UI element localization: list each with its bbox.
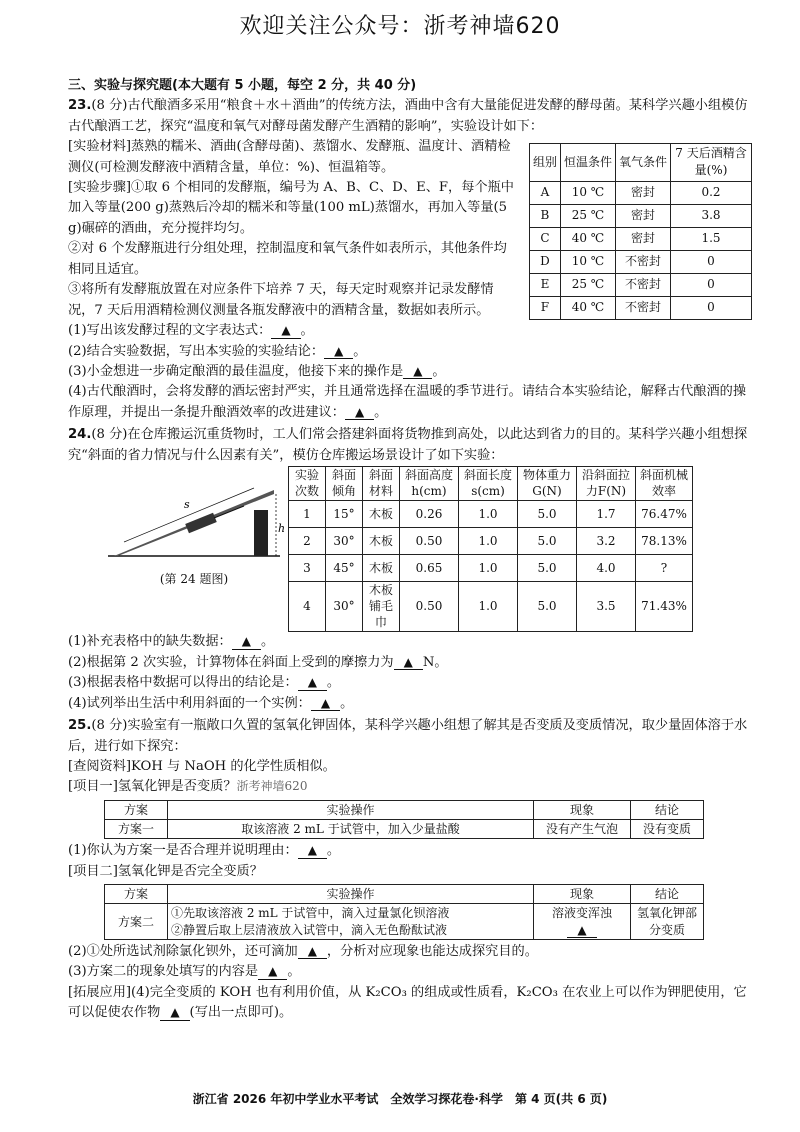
table-header: 斜面机械效率 bbox=[636, 467, 693, 501]
table-row bbox=[529, 181, 751, 204]
table-cell: 3.5 bbox=[577, 582, 636, 632]
table-row bbox=[289, 501, 693, 528]
table-header: 斜面倾角 bbox=[326, 467, 363, 501]
table-cell: 5.0 bbox=[518, 501, 577, 528]
q25-table1 bbox=[104, 800, 704, 839]
table-header-row bbox=[105, 800, 704, 819]
table-cell: 木板铺毛巾 bbox=[363, 582, 400, 632]
table-cell: F bbox=[529, 296, 560, 319]
table-header: 恒温条件 bbox=[560, 144, 615, 182]
answer-blank[interactable]: ▲ bbox=[271, 323, 300, 338]
table-cell: 没有变质 bbox=[631, 820, 704, 839]
exam-page: 三、实验与探究题(本大题有 5 小题，每空 2 分，共 40 分) 23.(8 分)古代酿酒多采用“粮食＋水＋酒曲”的传统方法，酒曲中含有大量能促进发酵的酵母菌。某科学兴趣小组模仿古代酿酒工艺，探究“温度和氧气对酵母菌发酵产生酒精的影响”，实验设计如下： 组别 恒温条件 氧气条件 7 天后酒精含量(%) A 10 ℃ 密封 0.2 B 25 ℃ 密封 3.8 C 40 ℃ 密封 1.5 D 10 ℃ 不密封 0 E 25 ℃ 不密封 0 F 40 ℃ 不密封 0 [实验材料]蒸熟的糯米、酒曲(含酵母菌)、蒸馏水、发酵瓶、温度计、酒精检测仪(可检测发酵液中酒精含量，单位：%)、恒温箱等。 [实验步骤]①取 6 个相同的发酵瓶，编号为 A、B、C、D、E、F，每个瓶中加入等量(200 g)蒸熟后冷却的糯米和等量(100 mL)蒸馏水，再加入等量(5 g)碾碎的酒曲，充分搅拌均匀。 ②对 6 个发酵瓶进行分组处理，控制温度和氧气条件如表所示，其他条件均相同且适宜。 ③将所有发酵瓶放置在对应条件下培养 7 天，每天定时观察并记录发酵情况，7 天后用酒精检测仪测量各瓶发酵液中的酒精含量，数据如表所示。 (1)写出该发酵过程的文字表达式： ▲ 。 (2)结合实验数据，写出本实验的实验结论： ▲ 。 (3)小金想进一步确定酿酒的最佳温度，他接下来的操作是 ▲ 。 (4)古代酿酒时，会将发酵的酒坛密封严实，并且通常选择在温暖的季节进行。请结合本实验结论，解释古代酿酒的操作原理，并提出一条提升酿酒效率的改进建议： ▲ 。 24.(8 分)在仓库搬运沉重货物时，工人们常会搭建斜面将货物推到高处，以此达到省力的目的。某科学兴趣小组想探究“斜面的省力情况与什么因素有关”，模仿仓库搬运场景设计了如下实验： s h (第 24 题图) 实验次数 斜面倾角 斜面材料 斜面高度h(cm) 斜面长度s(cm) 物体重力G(N) 沿斜面拉力F(N) 斜面机械效率 1 15° 木板 0.26 1.0 5.0 1.7 76.47% 2 30° 木板 0.50 1.0 5.0 3.2 78.13% 3 45° 木板 0.65 1.0 5.0 4.0 ? 4 30° 木板铺毛巾 0.50 1.0 5.0 3.5 71.43% (1)补充表格中的缺失数据： ▲ 。 (2)根据第 2 次实验，计算物体在斜面上受到的摩擦力为 ▲ N。 (3)根据表格中数据可以得出的结论是： ▲ 。 (4)试列举出生活中利用斜面的一个实例： ▲ 。 25.(8 分)实验室有一瓶敞口久置的氢氧化钾固体，某科学兴趣小组想了解其是否变质及变质情况，取少量固体溶于水后，进行如下探究： [查阅资料]KOH 与 NaOH 的化学性质相似。 [项目一]氢氧化钾是否变质？浙考神墙620 方案 实验操作 现象 结论 方案一 取该溶液 2 mL 于试管中，加入少量盐酸 没有产生气泡 没有变质 (1)你认为方案一是否合理并说明理由： ▲ 。 [项目二]氢氧化钾是否完全变质？ 方案 实验操作 现象 结论 方案二 ①先取该溶液 2 mL 于试管中，滴入过量氯化钡溶液 ②静置后取上层清液放入试管中，滴入无色酚酞试液 溶液变浑浊 ▲ 氢氧化钾部分变质 (2)①处所选试剂除氯化钡外，还可滴加 ▲ ，分析对应现象也能达成探究目的。 (3)方案二的现象处填写的内容是 ▲ 。 [拓展应用](4)完全变质的 KOH 也有利用价值，从 K₂CO₃ 的组成或性质看，K₂CO₃ 在农业上可以作为钾肥使用，它可以促使农作物 ▲ (写出一点即可)。 bbox=[68, 76, 758, 1024]
q25-sub2a: (2)①处所选试剂除氯化钡外，还可滴加 bbox=[68, 943, 298, 959]
operation-step-2: ②静置后取上层清液放入试管中，滴入无色酚酞试液 bbox=[171, 922, 448, 937]
answer-blank[interactable]: ▲ bbox=[311, 696, 340, 711]
table-cell: 0.50 bbox=[400, 582, 459, 632]
table-header: 结论 bbox=[631, 800, 704, 819]
table-row bbox=[529, 296, 751, 319]
table-cell: 密封 bbox=[615, 227, 670, 250]
q24-sub3: (3)根据表格中数据可以得出的结论是： bbox=[68, 675, 298, 691]
table-cell: 不密封 bbox=[615, 250, 670, 273]
table-header: 组别 bbox=[529, 144, 560, 182]
table-cell: 1.0 bbox=[459, 582, 518, 632]
table-cell: 40 ℃ bbox=[560, 227, 615, 250]
table-cell: 40 ℃ bbox=[560, 296, 615, 319]
table-cell: C bbox=[529, 227, 560, 250]
q25-intro: (8 分)实验室有一瓶敞口久置的氢氧化钾固体，某科学兴趣小组想了解其是否变质及变质情况，取少量固体溶于水后，进行如下探究： bbox=[68, 718, 748, 754]
table-row bbox=[529, 250, 751, 273]
table-header: 方案 bbox=[105, 885, 168, 904]
table-cell: 0 bbox=[671, 296, 752, 319]
incline-figure bbox=[104, 472, 284, 588]
question-number: 25. bbox=[68, 718, 92, 734]
table-row bbox=[105, 904, 704, 940]
table-header: 现象 bbox=[534, 885, 631, 904]
q23-intro: (8 分)古代酿酒多采用“粮食＋水＋酒曲”的传统方法，酒曲中含有大量能促进发酵的酵母菌。某科学兴趣小组模仿古代酿酒工艺，探究“温度和氧气对酵母菌发酵产生酒精的影响”，实验设计如下： bbox=[68, 98, 748, 134]
table-header: 实验次数 bbox=[289, 467, 326, 501]
answer-blank[interactable]: ▲ bbox=[324, 344, 353, 359]
table-cell: 1 bbox=[289, 501, 326, 528]
table-cell: 方案二 bbox=[105, 904, 168, 940]
table-header: 7 天后酒精含量(%) bbox=[671, 144, 752, 182]
table-cell: 1.0 bbox=[459, 555, 518, 582]
operation-step-1: ①先取该溶液 2 mL 于试管中，滴入过量氯化钡溶液 bbox=[171, 906, 450, 921]
q25-sub4b: (写出一点即可)。 bbox=[189, 1005, 293, 1021]
table-cell: 78.13% bbox=[636, 528, 693, 555]
q23-step1: [实验步骤]①取 6 个相同的发酵瓶，编号为 A、B、C、D、E、F，每个瓶中加入等量(200 g)蒸熟后冷却的糯米和等量(100 mL)蒸馏水，再加入等量(5 g)碾碎的酒曲，充分搅拌均匀。 bbox=[68, 179, 514, 236]
q24-intro: (8 分)在仓库搬运沉重货物时，工人们常会搭建斜面将货物推到高处，以此达到省力的目的。某科学兴趣小组想探究“斜面的省力情况与什么因素有关”，模仿仓库搬运场景设计了如下实验： bbox=[68, 427, 748, 463]
q24-sub1: (1)补充表格中的缺失数据： bbox=[68, 634, 232, 650]
table-header: 实验操作 bbox=[168, 885, 534, 904]
answer-blank[interactable]: ▲ bbox=[394, 655, 423, 670]
answer-blank[interactable]: ▲ bbox=[298, 675, 327, 690]
figure-caption: (第 24 题图) bbox=[159, 571, 229, 586]
table-cell: 0.65 bbox=[400, 555, 459, 582]
table-header-row bbox=[289, 467, 693, 501]
table-header: 结论 bbox=[631, 885, 704, 904]
table-cell: 木板 bbox=[363, 501, 400, 528]
table-header-row bbox=[105, 885, 704, 904]
table-cell bbox=[534, 904, 631, 940]
table-cell: A bbox=[529, 181, 560, 204]
q23-step3: ③将所有发酵瓶放置在对应条件下培养 7 天，每天定时观察并记录发酵情况，7 天后用酒精检测仪测量各瓶发酵液中的酒精含量，数据如表所示。 bbox=[68, 282, 494, 318]
incline-diagram-icon bbox=[104, 472, 284, 564]
q25-ref: [查阅资料]KOH 与 NaOH 的化学性质相似。 bbox=[68, 758, 336, 774]
table-cell: 71.43% bbox=[636, 582, 693, 632]
q23-sub1: (1)写出该发酵过程的文字表达式： bbox=[68, 323, 272, 339]
table-cell: 不密封 bbox=[615, 296, 670, 319]
table-cell: 0 bbox=[671, 250, 752, 273]
table-cell: 15° bbox=[326, 501, 363, 528]
question-number: 23. bbox=[68, 98, 92, 114]
table-row bbox=[529, 273, 751, 296]
table-row bbox=[529, 227, 751, 250]
table-header: 斜面材料 bbox=[363, 467, 400, 501]
table-row bbox=[529, 204, 751, 227]
q24-sub2a: (2)根据第 2 次实验，计算物体在斜面上受到的摩擦力为 bbox=[68, 654, 394, 670]
q25-sub3: (3)方案二的现象处填写的内容是 bbox=[68, 964, 259, 980]
table-cell: 2 bbox=[289, 528, 326, 555]
q25-proj1: [项目一]氢氧化钾是否变质？ bbox=[68, 779, 237, 795]
table-cell: 氢氧化钾部分变质 bbox=[631, 904, 704, 940]
table-cell: ? bbox=[636, 555, 693, 582]
table-cell: 密封 bbox=[615, 204, 670, 227]
answer-blank[interactable]: ▲ bbox=[403, 364, 432, 379]
page-banner: 欢迎关注公众号：浙考神墙620 bbox=[239, 14, 561, 39]
table-row bbox=[289, 582, 693, 632]
answer-blank[interactable]: ▲ bbox=[298, 843, 327, 858]
table-cell: 5.0 bbox=[518, 528, 577, 555]
table-cell: 45° bbox=[326, 555, 363, 582]
table-cell: 25 ℃ bbox=[560, 273, 615, 296]
fig-label-h: h bbox=[278, 522, 286, 536]
table-cell: 76.47% bbox=[636, 501, 693, 528]
table-cell: 4 bbox=[289, 582, 326, 632]
table-cell bbox=[168, 904, 534, 940]
table-cell: 30° bbox=[326, 582, 363, 632]
table-cell: 30° bbox=[326, 528, 363, 555]
answer-blank[interactable]: ▲ bbox=[232, 634, 261, 649]
watermark-text: 浙考神墙620 bbox=[236, 779, 308, 794]
q24-figure-table bbox=[68, 466, 758, 632]
table-cell: 3.2 bbox=[577, 528, 636, 555]
fig-label-s: s bbox=[184, 498, 190, 512]
q23-table bbox=[529, 143, 752, 320]
table-cell: 1.7 bbox=[577, 501, 636, 528]
question-number: 24. bbox=[68, 427, 92, 443]
answer-blank[interactable]: ▲ bbox=[160, 1005, 189, 1020]
answer-blank[interactable]: ▲ bbox=[298, 944, 327, 959]
table-cell: 5.0 bbox=[518, 582, 577, 632]
table-cell: 密封 bbox=[615, 181, 670, 204]
table-cell: E bbox=[529, 273, 560, 296]
table-cell: 1.0 bbox=[459, 528, 518, 555]
q25-sub4a: [拓展应用](4)完全变质的 KOH 也有利用价值，从 K₂CO₃ 的组成或性质看，K₂CO₃ 在农业上可以作为钾肥使用，它可以促使农作物 bbox=[68, 984, 747, 1021]
table-header: 实验操作 bbox=[168, 800, 534, 819]
phenomenon-text: 溶液变浑浊 bbox=[551, 906, 612, 921]
q25-table2 bbox=[104, 884, 704, 940]
table-cell: 取该溶液 2 mL 于试管中，加入少量盐酸 bbox=[168, 820, 534, 839]
q23-sub3: (3)小金想进一步确定酿酒的最佳温度，他接下来的操作是 bbox=[68, 364, 404, 380]
table-cell: 1.0 bbox=[459, 501, 518, 528]
q24-sub2b: N。 bbox=[422, 654, 448, 670]
table-header: 物体重力G(N) bbox=[518, 467, 577, 501]
answer-blank[interactable]: ▲ bbox=[567, 923, 596, 938]
table-cell: 3 bbox=[289, 555, 326, 582]
table-cell: 10 ℃ bbox=[560, 181, 615, 204]
table-cell: 0.26 bbox=[400, 501, 459, 528]
q24-sub4: (4)试列举出生活中利用斜面的一个实例： bbox=[68, 695, 311, 711]
table-cell: 不密封 bbox=[615, 273, 670, 296]
section-heading: 三、实验与探究题(本大题有 5 小题，每空 2 分，共 40 分) bbox=[68, 78, 417, 93]
table-header: 氧气条件 bbox=[615, 144, 670, 182]
answer-blank[interactable]: ▲ bbox=[345, 405, 374, 420]
table-cell: 0.50 bbox=[400, 528, 459, 555]
table-header-row bbox=[529, 144, 751, 182]
table-header: 斜面长度s(cm) bbox=[459, 467, 518, 501]
table-cell: D bbox=[529, 250, 560, 273]
table-header: 沿斜面拉力F(N) bbox=[577, 467, 636, 501]
table-cell: 4.0 bbox=[577, 555, 636, 582]
table-cell: 10 ℃ bbox=[560, 250, 615, 273]
table-cell: 1.5 bbox=[671, 227, 752, 250]
table-cell: 0 bbox=[671, 273, 752, 296]
table-row bbox=[289, 528, 693, 555]
table-cell: 木板 bbox=[363, 555, 400, 582]
answer-blank[interactable]: ▲ bbox=[258, 964, 287, 979]
q25-sub1: (1)你认为方案一是否合理并说明理由： bbox=[68, 843, 298, 859]
table-cell: B bbox=[529, 204, 560, 227]
q23-step2: ②对 6 个发酵瓶进行分组处理，控制温度和氧气条件如表所示，其他条件均相同且适宜。 bbox=[68, 241, 507, 277]
table-cell: 25 ℃ bbox=[560, 204, 615, 227]
table-header: 现象 bbox=[534, 800, 631, 819]
q25-proj2: [项目二]氢氧化钾是否完全变质？ bbox=[68, 863, 263, 879]
q23-sub4: (4)古代酿酒时，会将发酵的酒坛密封严实，并且通常选择在温暖的季节进行。请结合本实验结论，解释古代酿酒的操作原理，并提出一条提升酿酒效率的改进建议： bbox=[68, 384, 747, 420]
table-cell: 木板 bbox=[363, 528, 400, 555]
table-row bbox=[289, 555, 693, 582]
table-cell: 0.2 bbox=[671, 181, 752, 204]
q23-materials: [实验材料]蒸熟的糯米、酒曲(含酵母菌)、蒸馏水、发酵瓶、温度计、酒精检测仪(可检测发酵液中酒精含量，单位：%)、恒温箱等。 bbox=[68, 139, 511, 175]
table-cell: 5.0 bbox=[518, 555, 577, 582]
table-cell: 没有产生气泡 bbox=[534, 820, 631, 839]
table-header: 斜面高度h(cm) bbox=[400, 467, 459, 501]
q25-sub2b: ，分析对应现象也能达成探究目的。 bbox=[326, 943, 538, 959]
table-cell: 3.8 bbox=[671, 204, 752, 227]
table-row bbox=[105, 820, 704, 839]
q23-sub2: (2)结合实验数据，写出本实验的实验结论： bbox=[68, 343, 325, 359]
table-cell: 方案一 bbox=[105, 820, 168, 839]
table-header: 方案 bbox=[105, 800, 168, 819]
page-footer: 浙江省 2026 年初中学业水平考试 全效学习探花卷·科学 第 4 页(共 6 页) bbox=[192, 1092, 608, 1106]
q24-table bbox=[288, 466, 693, 632]
